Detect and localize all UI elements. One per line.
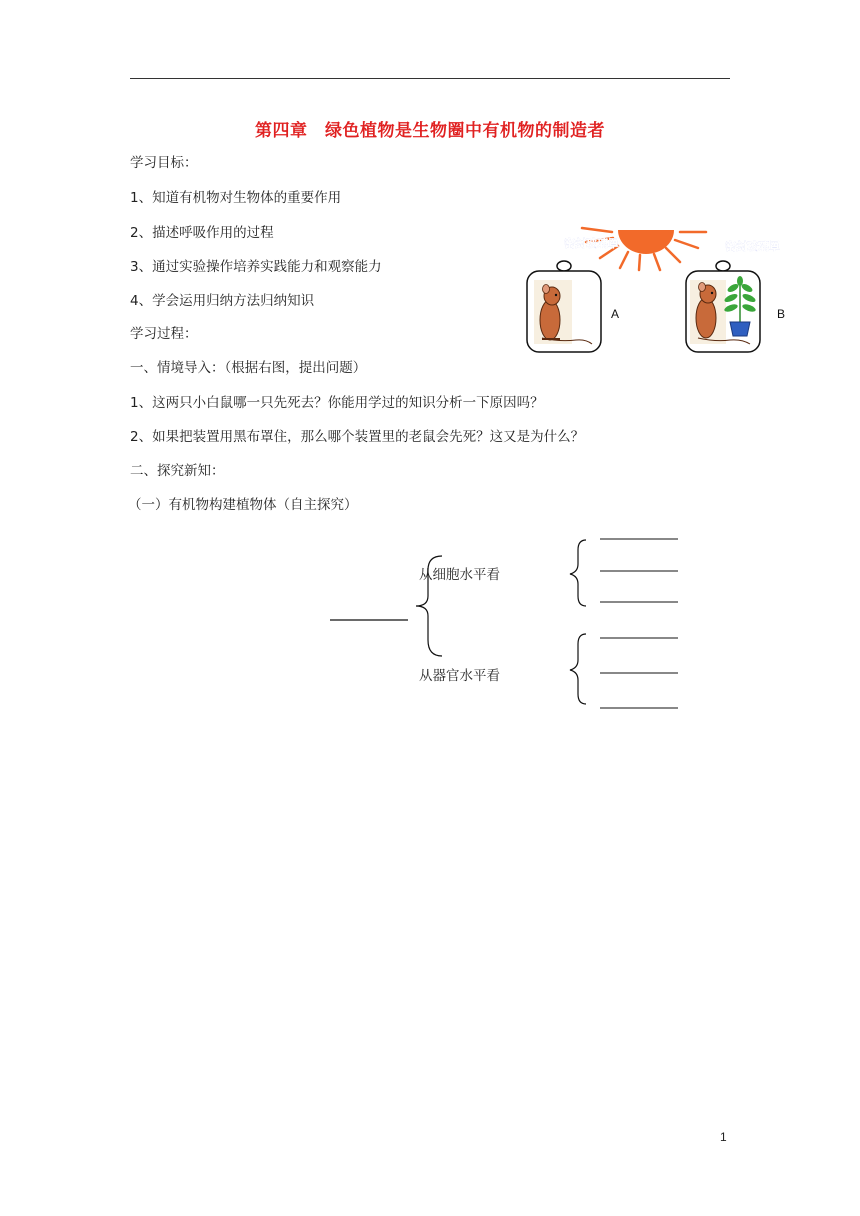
goal-item-2: 2、描述呼吸作用的过程 (130, 225, 274, 241)
page-title: 第四章 绿色植物是生物圈中有机物的制造者 (255, 121, 605, 141)
question-1: 1、这两只小白鼠哪一只先死去？你能用学过的知识分析一下原因吗？ (130, 395, 544, 411)
goal-item-1: 1、知道有机物对生物体的重要作用 (130, 190, 342, 206)
concept-tree (320, 530, 700, 720)
experiment-figure (520, 218, 800, 358)
goal-item-4: 4、学会运用归纳方法归纳知识 (130, 293, 315, 309)
organ-brace (570, 634, 586, 704)
goals-heading: 学习目标： (130, 155, 198, 171)
branch-cell-level: 从细胞水平看 (419, 567, 500, 583)
branch-organ-level: 从器官水平看 (419, 668, 500, 684)
cell-brace (570, 540, 586, 606)
section-1-heading: 一、情境导入：（根据右图，提出问题） (130, 360, 367, 376)
goal-item-3: 3、通过实验操作培养实践能力和观察能力 (130, 259, 382, 275)
subsection-1-heading: （一）有机物构建植物体（自主探究） (128, 497, 358, 513)
jar-label-a: 密封玻璃罩 (564, 237, 619, 250)
section-2-heading: 二、探究新知： (130, 463, 225, 479)
label-a: A (611, 307, 620, 321)
process-heading: 学习过程： (130, 326, 198, 342)
question-2: 2、如果把装置用黑布罩住，那么哪个装置里的老鼠会先死？这又是为什么？ (130, 429, 585, 445)
page-number: 1 (720, 1130, 727, 1144)
header-rule (130, 78, 730, 79)
jar-b (686, 261, 760, 352)
jar-a (527, 261, 601, 352)
label-b: B (777, 307, 786, 321)
jar-label-b: 密封玻璃罩 (725, 240, 780, 253)
